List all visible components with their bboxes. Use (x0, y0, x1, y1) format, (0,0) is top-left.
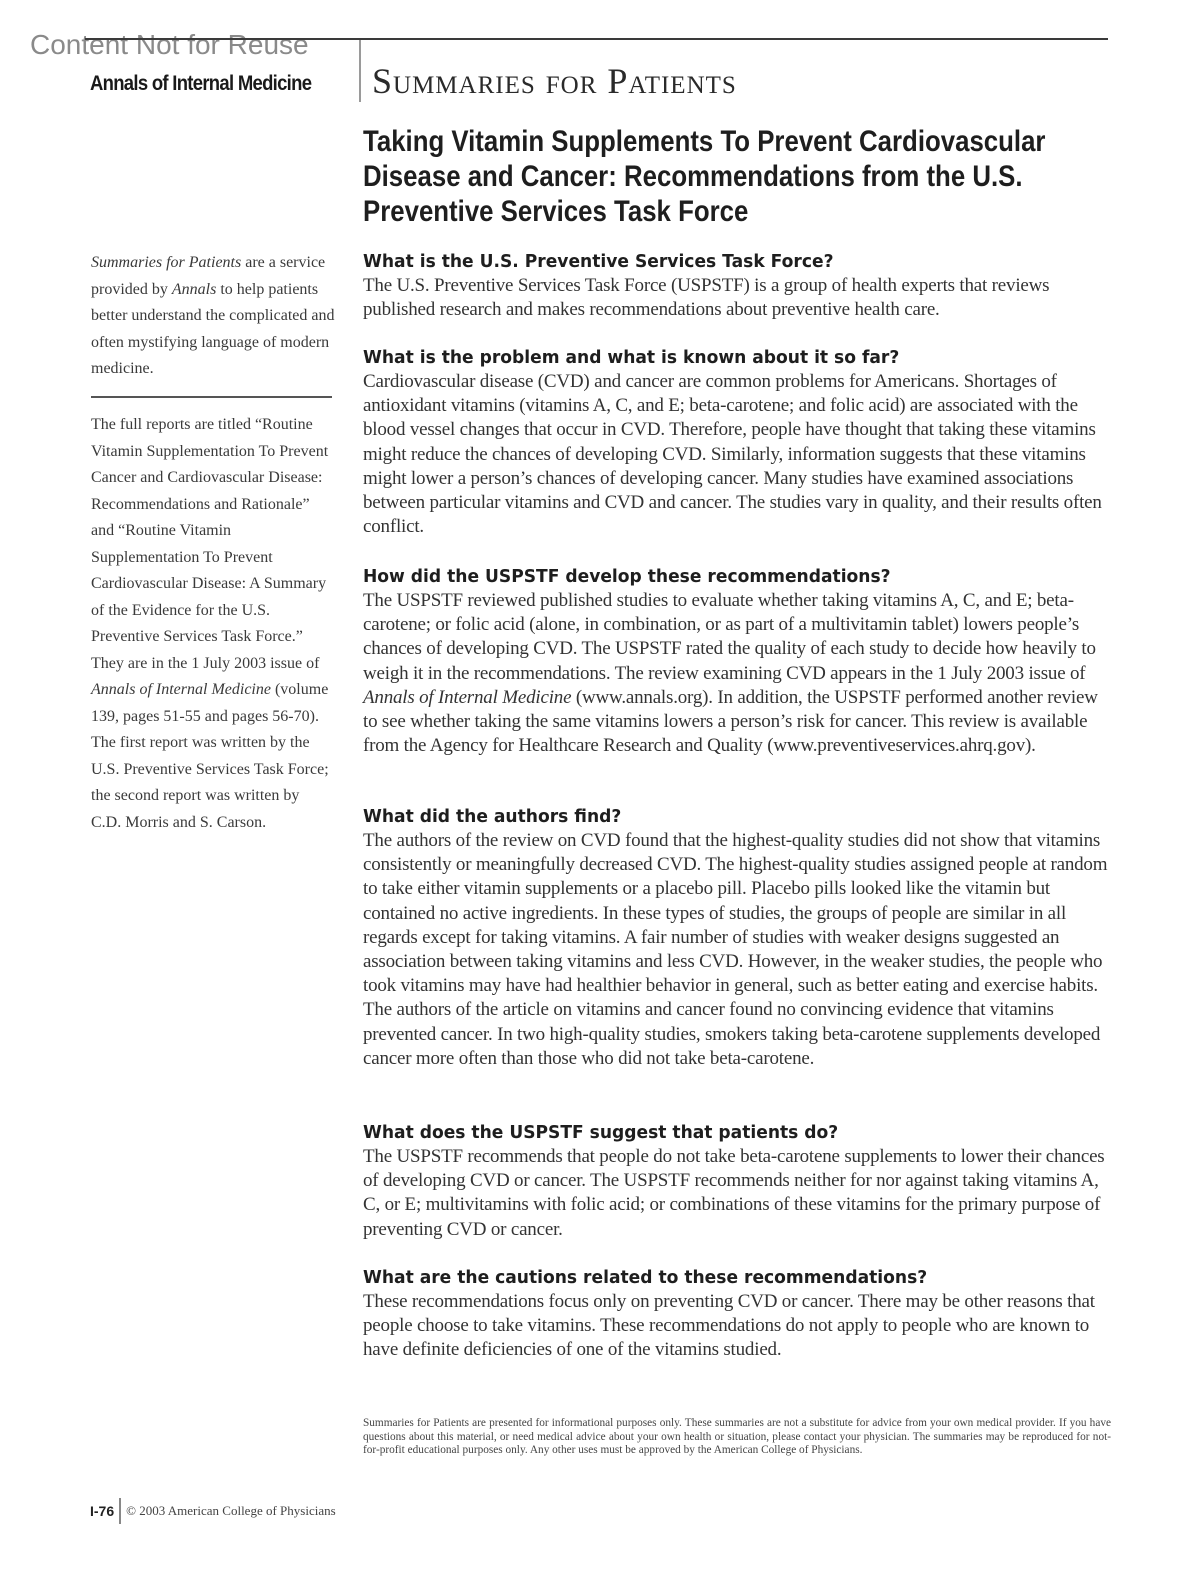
article-title: Taking Vitamin Supplements To Prevent Cardiovascular Disease and Cancer: Recommendations from the U.S. Preventive Services Task Force (363, 125, 1046, 228)
journal-citation: Annals of Internal Medicine (363, 686, 572, 708)
sidebar-reports-text-2: (volume 139, pages 51-55 and pages 56-70). The first report was written by the U.S. Preventive Services Task Force; the second report was written by C.D. Morris and S. Carson. (91, 681, 329, 831)
section-heading: What does the USPSTF suggest that patients do? (363, 1122, 839, 1143)
page-number: I-76 (90, 1503, 115, 1519)
section-heading: What is the problem and what is known about it so far? (363, 347, 900, 368)
section-what-is-uspstf (363, 250, 1113, 322)
section-body: The U.S. Preventive Services Task Force (USPSTF) is a group of health experts that reviews published research and makes recommendations about preventive health care. (363, 275, 1050, 321)
sidebar-intro-italic-2: Annals (171, 280, 217, 298)
section-title: Summaries for Patients (372, 61, 737, 101)
section-heading: How did the USPSTF develop these recommendations? (363, 566, 891, 587)
page-footer (90, 1498, 336, 1524)
section-body-text: The USPSTF reviewed published studies to evaluate whether taking vitamins A, C, and E; beta-carotene; or folic acid (alone, in combination, or as part of a multivitamin tablet) lowers people’s chances of developing CVD. The USPSTF rated the quality of each study to decide how heavily to weigh it in the recommendations. The review examining CVD appears in the 1 July 2003 issue of (363, 590, 1096, 684)
section-body: Cardiovascular disease (CVD) and cancer are common problems for Americans. Shortages of antioxidant vitamins (vitamins A, C, and E; beta-carotene; and folic acid) are associated with the blood vessel changes that occur in CVD. Therefore, people have thought that taking these vitamins might reduce the chances of developing CVD. Similarly, information suggests that these vitamins might lower a person’s chances of developing cancer. Many studies have examined associations between particular vitamins and CVD and cancer. The studies vary in quality, and their results often conflict. (363, 371, 1102, 538)
journal-name: Annals of Internal Medicine (90, 72, 312, 95)
sidebar-reports (91, 412, 331, 836)
section-heading: What is the U.S. Preventive Services Task Force? (363, 251, 834, 272)
footer-divider (119, 1498, 121, 1524)
section-heading: What did the authors find? (363, 806, 622, 827)
sidebar-rule (91, 396, 332, 398)
section-problem (363, 346, 1113, 539)
copyright: © 2003 American College of Physicians (126, 1503, 336, 1518)
sidebar-reports-italic: Annals of Internal Medicine (91, 681, 271, 698)
section-methods (363, 565, 1113, 758)
header-divider (359, 40, 361, 102)
disclaimer: Summaries for Patients are presented for informational purposes only. These summaries are not a substitute for advice from your own medical provider. If you have questions about this material, or need medical advice about your own health or situation, please contact your physician. The summaries may be reproduced for not-for-profit educational purposes only. Any other uses must be approved by the American College of Physicians. (363, 1417, 1111, 1456)
sidebar-reports-text: The full reports are titled “Routine Vitamin Supplementation To Prevent Cancer and Cardiovascular Disease: Recommendations and Rationale” and “Routine Vitamin Supplementation To Prevent Cardiovascular Disease: A Summary of the Evidence for the U.S. Preventive Services Task Force.” They are in the 1 July 2003 issue of (91, 416, 329, 672)
section-body-text-2: (www.annals.org). In addition, the USPSTF performed another review to see whether taking the same vitamins lowers a person’s risk for cancer. This review is available from the Agency for Healthcare Research and Quality (www.preventiveservices.ahrq.gov). (363, 686, 1098, 757)
sidebar-intro-text-2: to help patients better understand the complicated and often mystifying language of modern medicine. (91, 280, 335, 377)
section-body: The USPSTF recommends that people do not take beta-carotene supplements to lower their chances of developing CVD or cancer. The USPSTF recommends neither for nor against taking vitamins A, C, or E; multivitamins with folic acid; or combinations of these vitamins for the primary purpose of preventing CVD or cancer. (363, 1146, 1105, 1240)
section-body: The authors of the review on CVD found that the highest-quality studies did not show that vitamins consistently or meaningfully decreased CVD. The highest-quality studies assigned people at random to take either vitamin supplements or a placebo pill. Placebo pills looked like the vitamin but contained no active ingredients. In these types of studies, the groups of people are similar in all regards except for taking vitamins. A fair number of studies with weaker designs suggested an association between taking vitamins and less CVD. However, in the weaker studies, the people who took vitamins may have had healthier behavior in general, such as better eating and exercise habits. The authors of the article on vitamins and cancer found no convincing evidence that vitamins prevented cancer. In two high-quality studies, smokers taking beta-carotene supplements developed cancer more often than those who did not take beta-carotene. (363, 830, 1108, 1069)
sidebar-intro (91, 250, 336, 383)
section-body: These recommendations focus only on preventing CVD or cancer. There may be other reasons that people choose to take vitamins. These recommendations do not apply to people who are known to have definite deficiencies of one of the vitamins studied. (363, 1291, 1095, 1361)
section-suggestions (363, 1121, 1113, 1242)
sidebar-intro-italic: Summaries for Patients (91, 254, 242, 271)
section-findings (363, 805, 1113, 1071)
section-body (363, 589, 1113, 758)
header-rule (85, 38, 1108, 40)
sidebar-intro-text: are a service provided by (91, 254, 326, 298)
watermark: Content Not for Reuse (30, 29, 309, 60)
section-cautions (363, 1266, 1113, 1363)
section-heading: What are the cautions related to these recommendations? (363, 1267, 928, 1288)
